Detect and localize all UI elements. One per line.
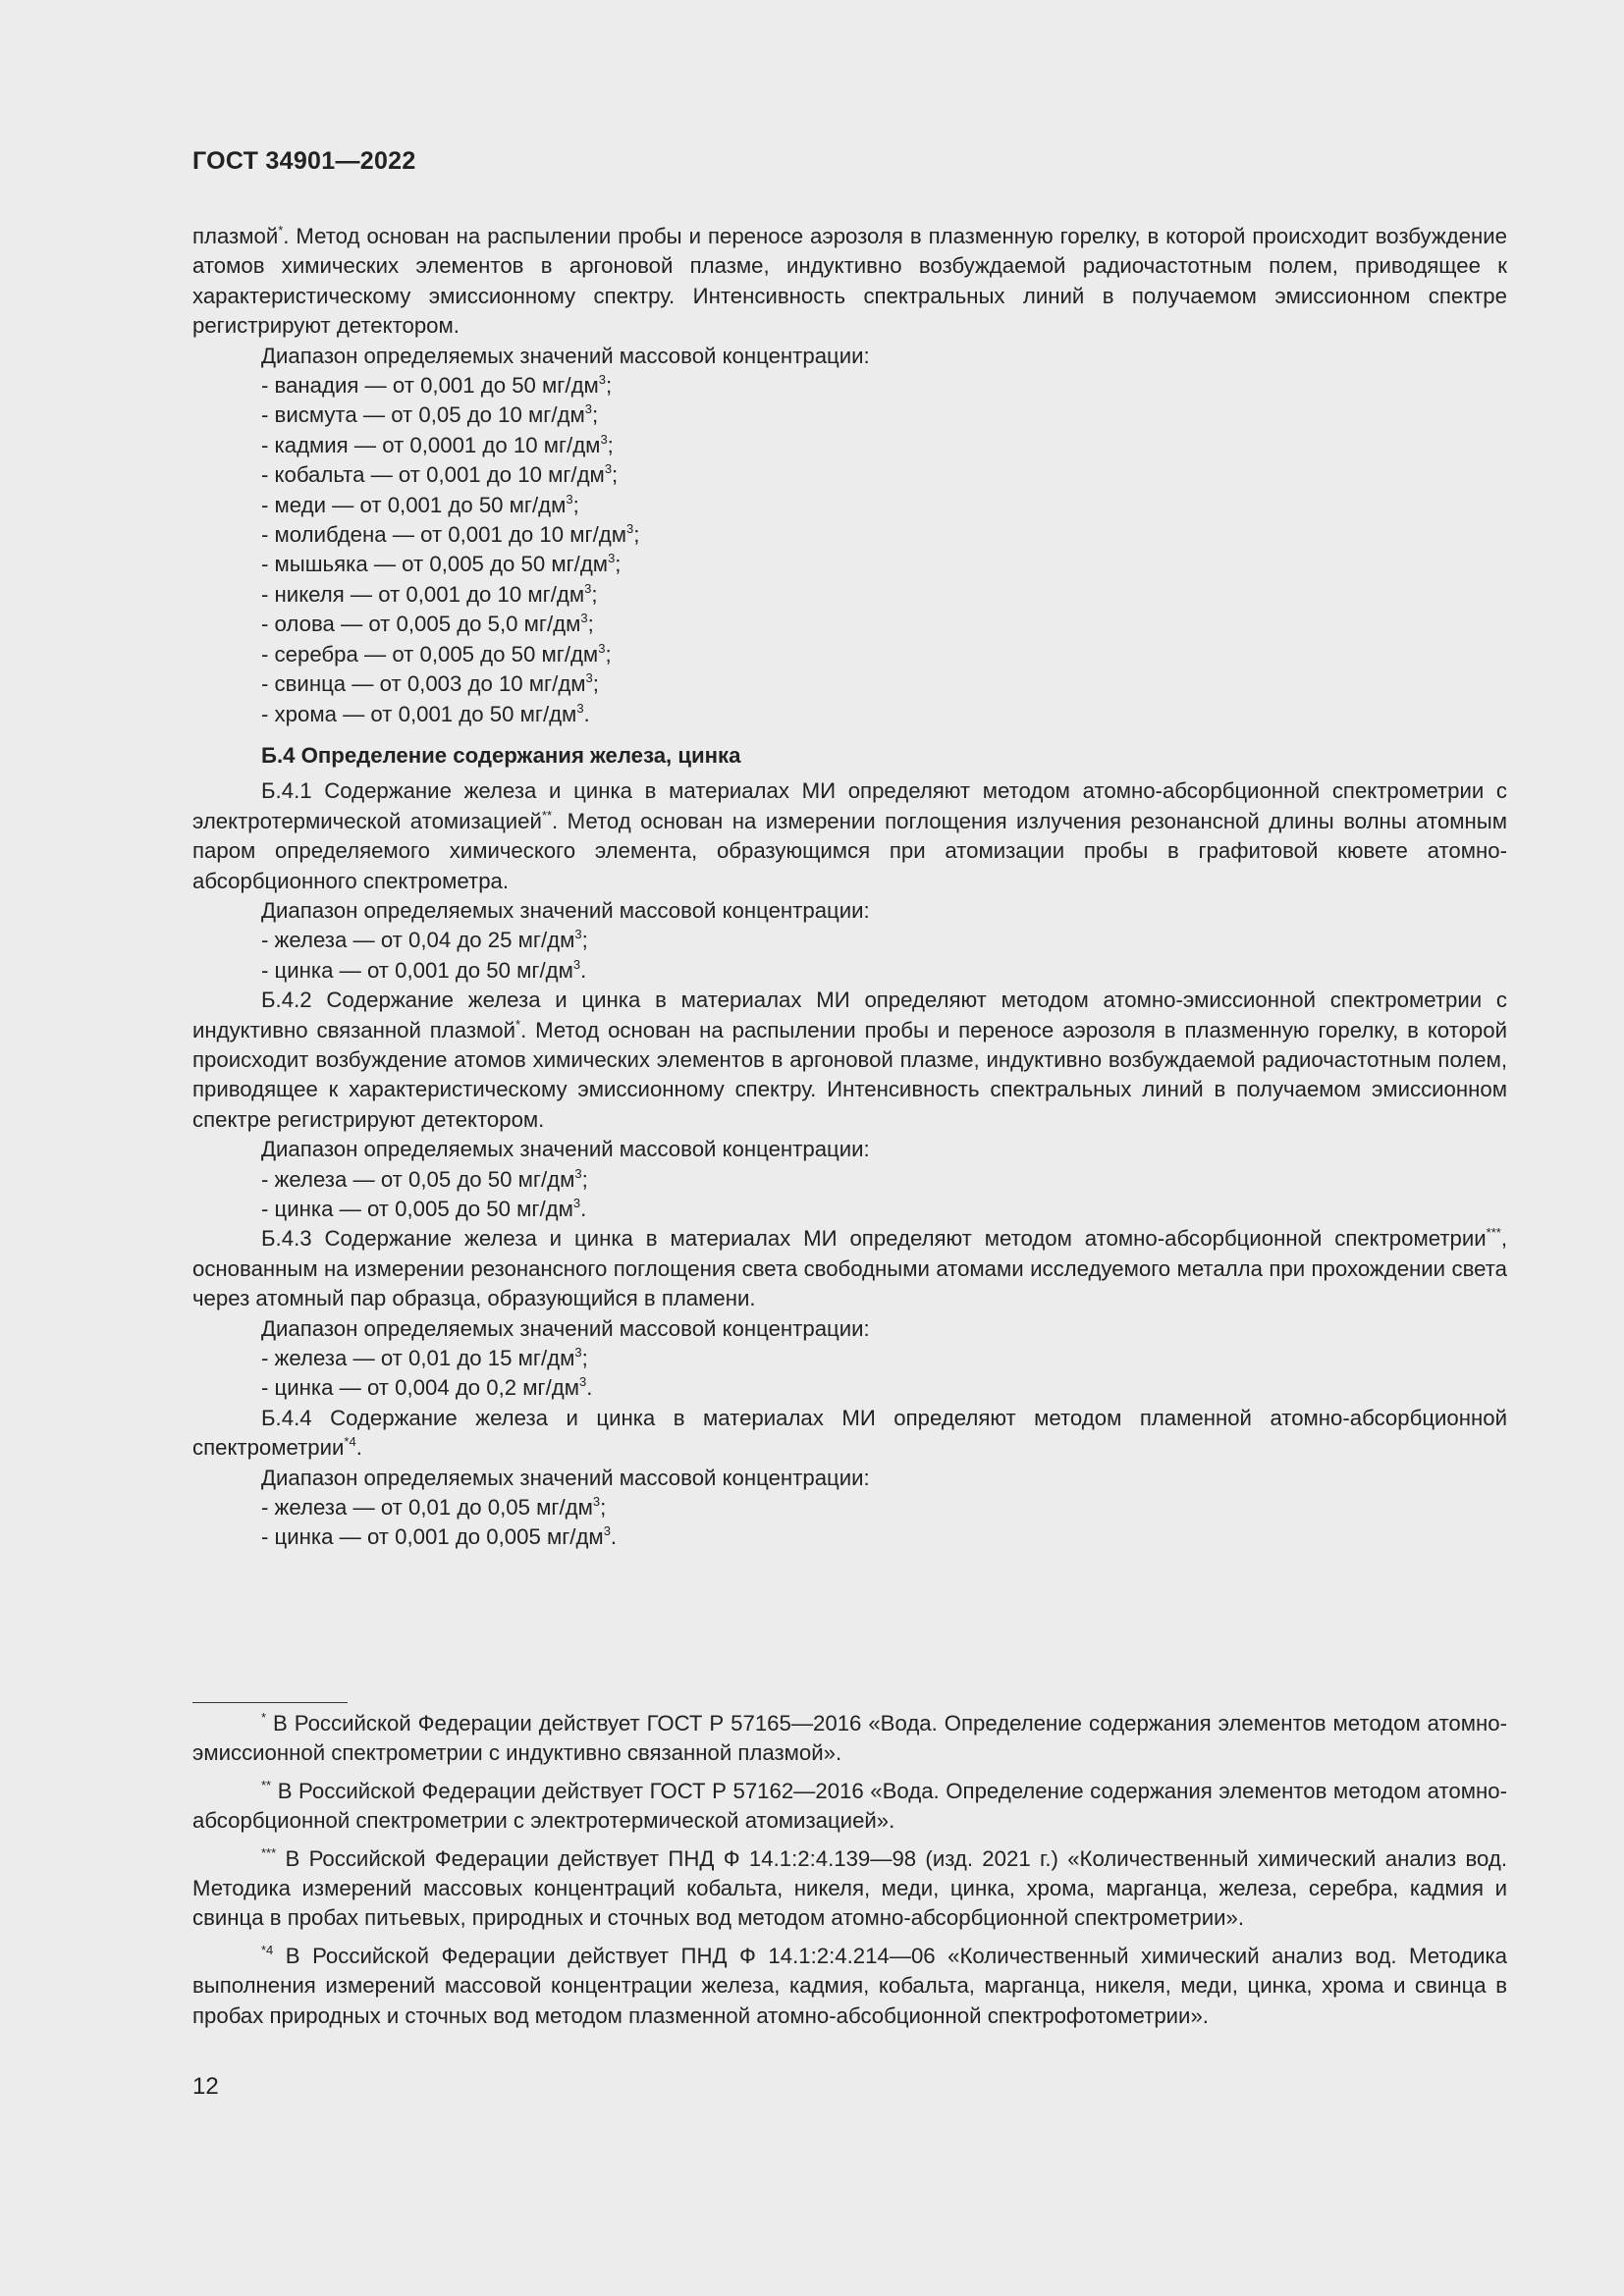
range-item: - висмута — от 0,05 до 10 $мг/дм^3$; [261,401,599,428]
footnote-ref[interactable]: *4 [344,1434,356,1450]
range-item: - меди — от 0,001 до 50 $мг/дм^3$; [261,491,579,517]
section-heading-b4: Б.4 Определение содержания железа, цинка [261,742,741,768]
range-item: - железа — от 0,05 до 50 $мг/дм^3$; [261,1165,588,1192]
range-heading: Диапазон определяемых значений массовой концентрации: [261,1137,870,1162]
footnote-ref[interactable]: * [278,223,284,238]
paragraph-b43: Б.4.3 Содержание железа и цинка в материалах МИ определяют методом атомно-абсорбционной спектрометрии***, основанным на измерении резонансного поглощения света свободными атомами исследуемого металла при прохождении света через атомный пар образца, образующийся в пламени. [192,1225,1507,1311]
footnote-divider [192,1702,348,1703]
intro-paragraph: плазмой*. Метод основан на распылении пробы и переносе аэрозоля в плазменную горелку, в которой происходит возбуждение атомов химических элементов в аргоновой плазме, индуктивно возбуждаемой радиочастотным полем, приводящее к характеристическому эмиссионному спектру. Интенсивность спектральных линий в получаемом эмиссионном спектре регистрируют детектором. [192,223,1507,339]
range-item: - ванадия — от 0,001 до 50 $мг/дм^3$; [261,372,613,399]
range-item: - цинка — от 0,001 до 0,005 $мг/дм^3$. [261,1523,618,1550]
footnote-mark: * [261,1710,267,1725]
range-item: - кобальта — от 0,001 до 10 $мг/дм^3$; [261,461,619,488]
range-list [192,371,1507,729]
range-item: - железа — от 0,01 до 15 $мг/дм^3$; [261,1345,588,1371]
paragraph-b41: Б.4.1 Содержание железа и цинка в материалах МИ определяют методом атомно-абсорбционной спектрометрии с электротермической атомизацией**. Метод основан на измерении поглощения излучения резонансной длины волны атомным паром определяемого химического элемента, образующимся при атомизации пробы в графитовой кювете атомно-абсорбционного спектрометра. [192,778,1507,893]
range-list [192,926,1507,986]
range-list [192,1493,1507,1553]
range-item: - железа — от 0,04 до 25 $мг/дм^3$; [261,927,588,953]
footnote-mark: ** [261,1777,272,1792]
main-content [192,222,1507,1553]
footnote-item: * В Российской Федерации действует ГОСТ Р 57165—2016 «Вода. Определение содержания элементов методом атомно-эмиссионной спектрометрии с индуктивно связанной плазмой». [192,1710,1507,1766]
range-item: - железа — от 0,01 до 0,05 $мг/дм^3$; [261,1494,607,1521]
footnote-mark: *** [261,1844,277,1860]
footnote-item: ** В Российской Федерации действует ГОСТ Р 57162—2016 «Вода. Определение содержания элементов методом атомно-абсорбционной спектрометрии с электротермической атомизацией». [192,1777,1507,1834]
range-item: - кадмия — от 0,0001 до 10 $мг/дм^3$; [261,431,614,457]
range-item: - олова — от 0,005 до 5,0 $мг/дм^3$; [261,611,594,637]
range-item: - молибдена — от 0,001 до 10 $мг/дм^3$; [261,521,640,548]
range-item: - цинка — от 0,001 до 50 $мг/дм^3$. [261,956,587,983]
range-item: - хрома — от 0,001 до 50 $мг/дм^3$. [261,700,590,726]
range-item: - никеля — от 0,001 до 10 $мг/дм^3$; [261,580,598,607]
range-item: - свинца — от 0,003 до 10 $мг/дм^3$; [261,670,599,697]
range-list [192,1165,1507,1225]
range-heading: Диапазон определяемых значений массовой концентрации: [261,343,870,368]
range-item: - цинка — от 0,005 до 50 $мг/дм^3$. [261,1196,587,1221]
range-item: - серебра — от 0,005 до 50 $мг/дм^3$; [261,640,612,667]
footnote-mark: *4 [261,1942,274,1957]
range-item: - мышьяка — от 0,005 до 50 $мг/дм^3$; [261,551,622,577]
document-header: ГОСТ 34901—2022 [192,147,416,175]
paragraph-b44: Б.4.4 Содержание железа и цинка в материалах МИ определяют методом пламенной атомно-абсорбционной спектрометрии$^{*4}$. [192,1405,1507,1461]
range-heading: Диапазон определяемых значений массовой концентрации: [261,897,870,923]
footnotes [192,1709,1507,2039]
page-number: 12 [192,2073,219,2100]
range-heading: Диапазон определяемых значений массовой концентрации: [261,1315,870,1341]
footnote-ref[interactable]: ** [541,807,553,823]
footnote-item: *** В Российской Федерации действует ПНД Ф 14.1:2:4.139—98 (изд. 2021 г.) «Количественный химический анализ вод. Методика измерений массовых концентраций кобальта, никеля, меди, цинка, хрома, марганца, железа, серебра, кадмия и свинца в пробах питьевых, природных и сточных вод методом атомно-абсорбционной спектрометрии». [192,1844,1507,1931]
paragraph-b42: Б.4.2 Содержание железа и цинка в материалах МИ определяют методом атомно-эмиссионной спектрометрии с индуктивно связанной плазмой*. Метод основан на распылении пробы и переносе аэрозоля в плазменную горелку, в которой происходит возбуждение атомов химических элементов в аргоновой плазме, индуктивно возбуждаемой радиочастотным полем, приводящее к характеристическому эмиссионному спектру. Интенсивность спектральных линий в получаемом эмиссионном спектре регистрируют детектором. [192,988,1507,1132]
footnote-ref[interactable]: * [515,1016,521,1032]
range-list [192,1344,1507,1404]
range-item: - цинка — от 0,004 до 0,2 $мг/дм^3$. [261,1374,593,1401]
range-heading: Диапазон определяемых значений массовой концентрации: [261,1465,870,1490]
footnote-item: $^{*4}$ В Российской Федерации действует ПНД Ф 14.1:2:4.214—06 «Количественный химический анализ вод. Методика выполнения измерений массовой концентрации железа, кадмия, кобальта, марганца, никеля, меди, цинка, хрома и свинца в пробах природных и сточных вод методом плазменной атомно-абсобционной спектрофотометрии». [192,1942,1507,2028]
footnote-ref[interactable]: *** [1486,1225,1501,1241]
